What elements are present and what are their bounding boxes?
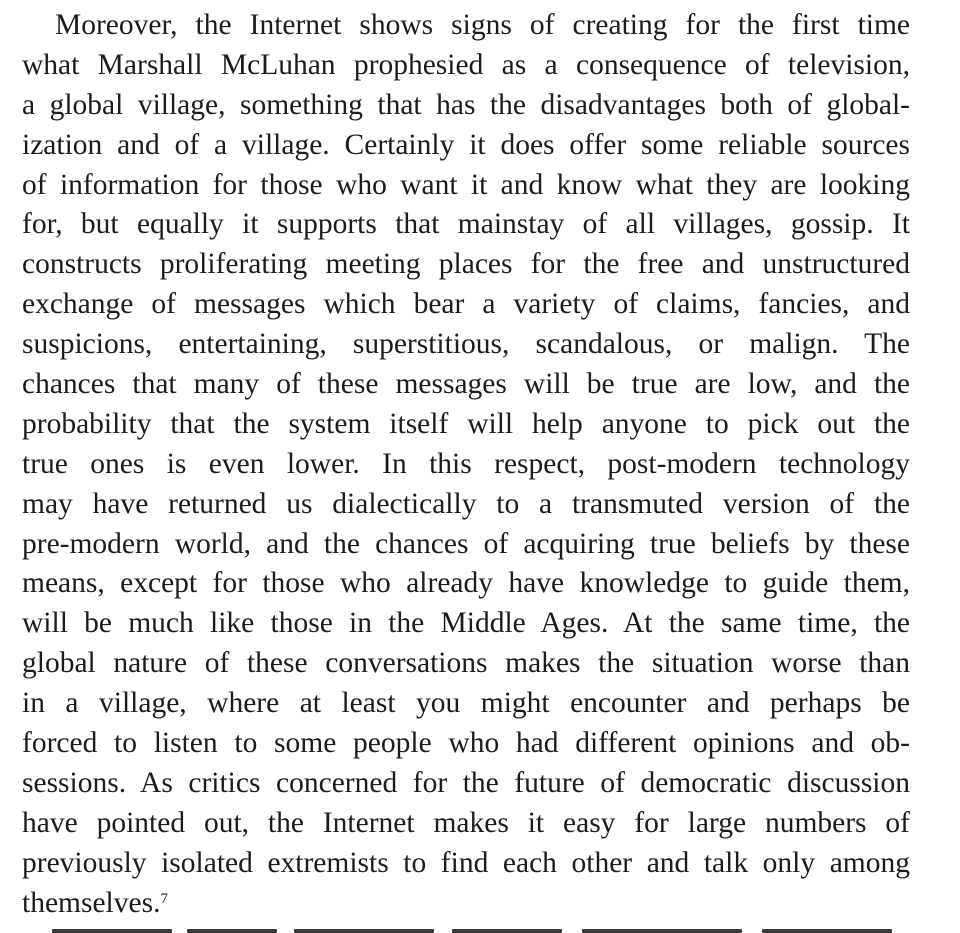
paragraph-line: global nature of these conversations makes the situation worse than [22, 647, 910, 680]
body-paragraph [22, 6, 910, 923]
paragraph-line: for, but equally it supports that mainstay of all villages, gossip. It [22, 208, 910, 241]
final-line-text: themselves. [22, 886, 161, 919]
paragraph-line: Moreover, the Internet shows signs of creating for the first time [55, 9, 910, 41]
paragraph-line: probability that the system itself will help anyone to pick out the [22, 407, 910, 440]
paragraph-line: means, except for those who already have knowledge to guide them, [22, 567, 910, 600]
cutoff-text-fragment [582, 929, 742, 933]
paragraph-line: constructs proliferating meeting places for the free and unstructured [22, 248, 910, 281]
paragraph-line: forced to listen to some people who had different opinions and ob- [22, 727, 910, 760]
cutoff-text-fragment [187, 929, 277, 933]
paragraph-line: chances that many of these messages will be true are low, and the [22, 368, 910, 401]
paragraph-line: may have returned us dialectically to a transmuted version of the [22, 487, 910, 520]
next-paragraph-cutoff [22, 921, 910, 933]
cutoff-text-fragment [762, 929, 892, 933]
paragraph-line: exchange of messages which bear a variety of claims, fancies, and [22, 288, 910, 321]
paragraph-line: will be much like those in the Middle Ages. At the same time, the [22, 607, 910, 640]
paragraph-line: what Marshall McLuhan prophesied as a consequence of television, [22, 48, 910, 81]
paragraph-line: true ones is even lower. In this respect, post-modern technology [22, 447, 910, 480]
paragraph-line: a global village, something that has the disadvantages both of global- [22, 88, 910, 121]
paragraph-line: ization and of a village. Certainly it does offer some reliable sources [22, 128, 910, 161]
paragraph-line: of information for those who want it and know what they are looking [22, 168, 910, 201]
paragraph-line: previously isolated extremists to find each other and talk only among [22, 846, 910, 879]
footnote-marker: 7 [160, 890, 168, 907]
paragraph-line: pre-modern world, and the chances of acquiring true beliefs by these [22, 527, 910, 560]
paragraph-line: suspicions, entertaining, superstitious, scandalous, or malign. The [22, 328, 910, 361]
cutoff-text-fragment [452, 929, 562, 933]
paragraph-final-line [22, 884, 910, 924]
paragraph-line: in a village, where at least you might encounter and perhaps be [22, 687, 910, 720]
cutoff-text-fragment [294, 929, 434, 933]
paragraph-line: have pointed out, the Internet makes it easy for large numbers of [22, 806, 910, 839]
paragraph-line: sessions. As critics concerned for the future of democratic discussion [22, 766, 910, 799]
cutoff-text-fragment [52, 929, 172, 933]
